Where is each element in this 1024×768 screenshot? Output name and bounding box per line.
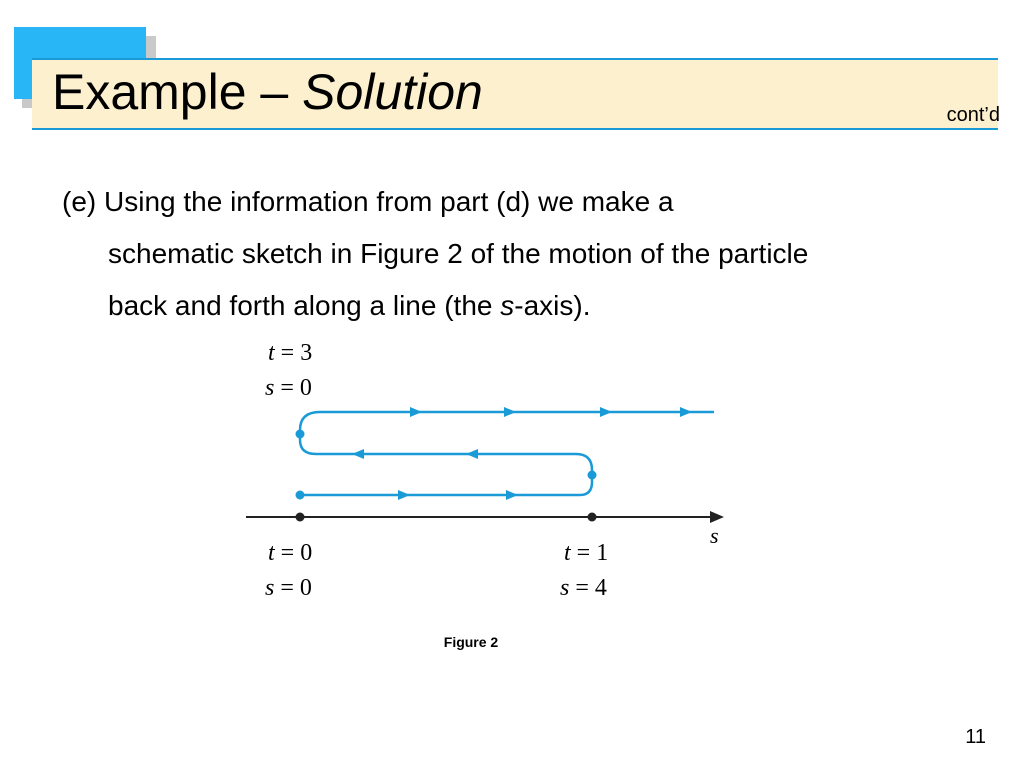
axis-point-s0 [296,513,305,522]
page-number: 11 [965,726,986,748]
label-left-t: t = 0 [268,540,313,566]
label-right-s: s = 4 [560,575,607,601]
arrow-top-4 [680,407,692,417]
axis-point-s4 [588,513,597,522]
body-line-1: (e) Using the information from part (d) we make a [62,186,674,217]
body-line-3 [62,280,1002,332]
arrow-bottom-2 [506,490,518,500]
arrow-top-3 [600,407,612,417]
slide-title [52,60,483,124]
s-axis-arrowhead [710,511,724,523]
slide-title-main: Example – [52,64,303,120]
label-right-t: t = 1 [564,540,609,566]
point-turn-right [588,471,597,480]
body-paragraph [62,176,1002,332]
arrow-top-2 [504,407,516,417]
label-left-s: s = 0 [265,575,312,601]
motion-diagram [230,330,750,620]
body-line-3-pre: back and forth along a line (the [108,290,501,321]
label-top-t: t = 3 [268,340,313,366]
body-line-3-var: s [500,290,515,321]
point-turn-left [296,430,305,439]
arrow-middle-1 [466,449,478,459]
continued-label: cont’d [946,104,1000,126]
figure-caption: Figure 2 [443,634,499,650]
slide-title-italic: Solution [302,64,483,120]
point-start [296,491,305,500]
body-line-2: schematic sketch in Figure 2 of the motion of the particle [108,238,809,269]
arrow-bottom-1 [398,490,410,500]
body-line-3-post: -axis). [514,290,591,321]
arrow-middle-2 [352,449,364,459]
arrow-top-1 [410,407,422,417]
label-top-s: s = 0 [265,375,312,401]
s-axis-label: s [710,523,719,548]
